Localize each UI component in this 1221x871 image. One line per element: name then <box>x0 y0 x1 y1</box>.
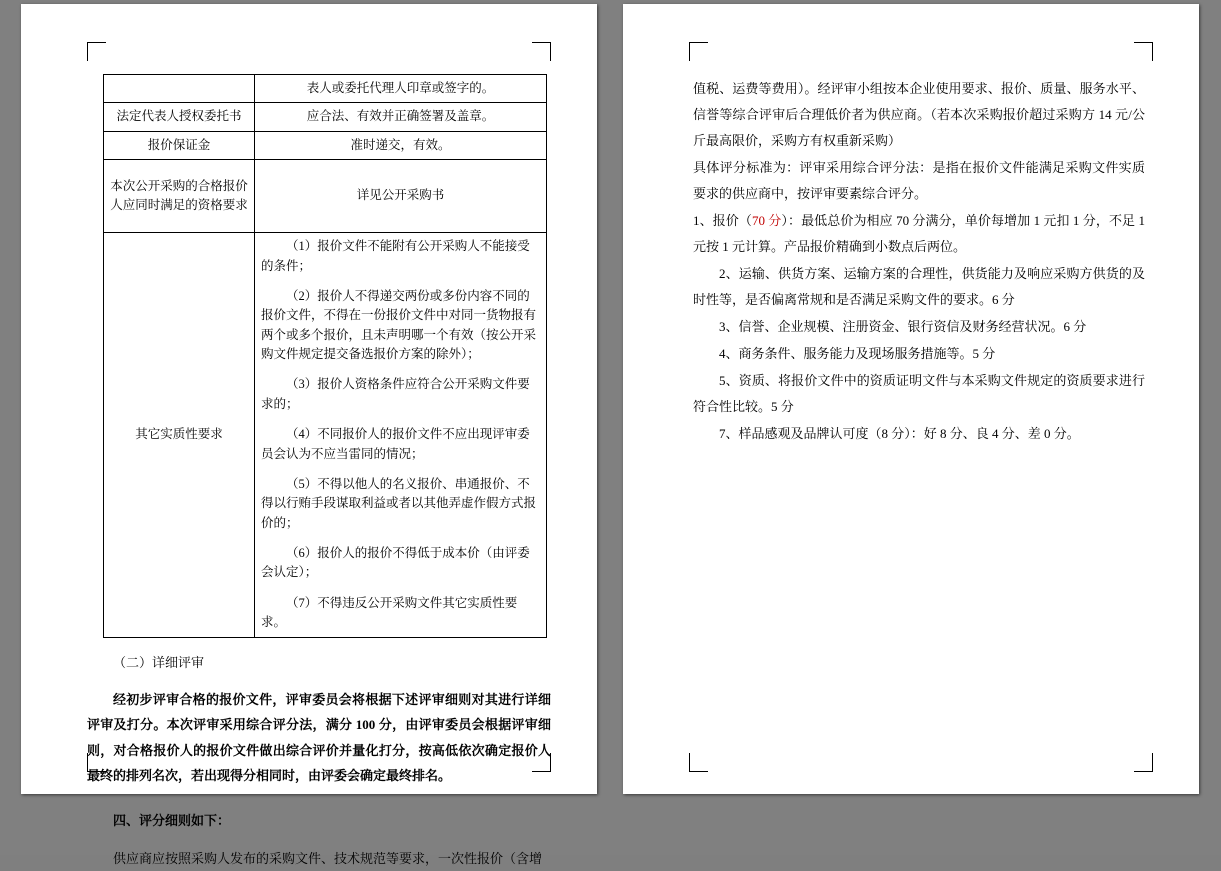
requirement-item: （5）不得以他人的名义报价、串通报价、不得以行贿手段谋取利益或者以其他弄虚作假方式报价的； <box>261 476 537 530</box>
scoring-item-price <box>693 208 1145 260</box>
table-row <box>104 233 547 637</box>
paragraph-scoring-standard: 具体评分标准为：评审采用综合评分法：是指在报价文件能满足采购文件实质要求的供应商中，按评审要素综合评分。 <box>693 160 1145 201</box>
requirement-item: （1）报价文件不能附有公开采购人不能接受的条件； <box>261 239 530 273</box>
scoring-item-price-weight: 70 分 <box>751 213 782 228</box>
scoring-item-qualification: 5、资质、将报价文件中的资质证明文件与本采购文件规定的资质要求进行符合性比较。5 分 <box>693 373 1145 414</box>
table-cell-value: 应合法、有效并正确签署及盖章。 <box>255 103 547 131</box>
scoring-item-credit: 3、信誉、企业规模、注册资金、银行资信及财务经营状况。6 分 <box>719 319 1087 334</box>
scoring-item-logistics: 2、运输、供货方案、运输方案的合理性，供货能力及响应采购方供货的及时性等，是否偏离常规和是否满足采购文件的要求。6 分 <box>693 266 1145 307</box>
table-cell-value: 详见公开采购书 <box>255 160 547 233</box>
section-heading-detailed-review: （二）详细评审 <box>113 654 205 670</box>
requirements-table <box>103 74 547 638</box>
scoring-item-price-prefix: 1、报价（ <box>693 213 752 228</box>
table-cell-value: 表人或委托代理人印章或签字的。 <box>255 75 547 103</box>
requirement-item: （2）报价人不得递交两份或多份内容不同的报价文件，不得在一份报价文件中对同一货物报有两个或多个报价，且未声明哪一个有效（按公开采购文件规定提交备选报价方案的除外）； <box>261 288 537 361</box>
table-cell-value: 准时递交，有效。 <box>255 131 547 159</box>
section-heading-scoring-rules: 四、评分细则如下： <box>113 813 231 829</box>
page-right-content <box>689 42 1153 772</box>
scoring-item-service: 4、商务条件、服务能力及现场服务措施等。5 分 <box>719 346 996 361</box>
page-right-body <box>693 76 1145 447</box>
table-row <box>104 160 547 233</box>
table-cell-label: 报价保证金 <box>104 131 255 159</box>
table-row <box>104 131 547 159</box>
document-page-left <box>21 4 597 866</box>
table-cell-label: 法定代表人授权委托书 <box>104 103 255 131</box>
requirement-item: （7）不得违反公开采购文件其它实质性要求。 <box>261 595 518 630</box>
paragraph-detailed-review: 经初步评审合格的报价文件，评审委员会将根据下述评审细则对其进行详细评审及打分。本次评审采用综合评分法，满分 100 分，由评审委员会根据评审细则，对合格报价人的报价文件做出综合评价并量化打分，按高低依次确定报价人最终的排列名次，若出现得分相同时，由评委会确定最终排名。 <box>87 691 551 783</box>
requirement-item: （3）报价人资格条件应符合公开采购文件要求的； <box>261 377 530 411</box>
table-row <box>104 75 547 103</box>
page-left-content <box>87 42 551 866</box>
table-cell-value <box>255 233 547 637</box>
table-cell-label: 其它实质性要求 <box>104 233 255 637</box>
scoring-item-price-suffix: ）：最低总价为相应 70 分满分，单价每增加 1 元扣 1 分，不足 1 元按 1 元计算。产品报价精确到小数点后两位。 <box>693 213 1145 254</box>
table-row <box>104 103 547 131</box>
scoring-item-sample: 7、样品感观及品牌认可度（8 分）：好 8 分、良 4 分、差 0 分。 <box>719 426 1080 441</box>
paragraph-supplier-quote: 供应商应按照采购人发布的采购文件、技术规范等要求，一次性报价（含增 <box>113 850 543 866</box>
paragraph-evaluation-intro: 值税、运费等费用）。经评审小组按本企业使用要求、报价、质量、服务水平、信誉等综合评审后合理低价者为供应商。（若本次采购报价超过采购方 14 元/公斤最高限价，采购方有权重新采购） <box>693 81 1145 148</box>
requirement-item: （4）不同报价人的报价文件不应出现评审委员会认为不应当雷同的情况； <box>261 427 530 461</box>
table-cell-label <box>104 75 255 103</box>
table-cell-label: 本次公开采购的合格报价人应同时满足的资格要求 <box>104 160 255 233</box>
requirement-item: （6）报价人的报价不得低于成本价（由评委会认定）； <box>261 546 530 580</box>
document-page-right <box>623 4 1199 794</box>
